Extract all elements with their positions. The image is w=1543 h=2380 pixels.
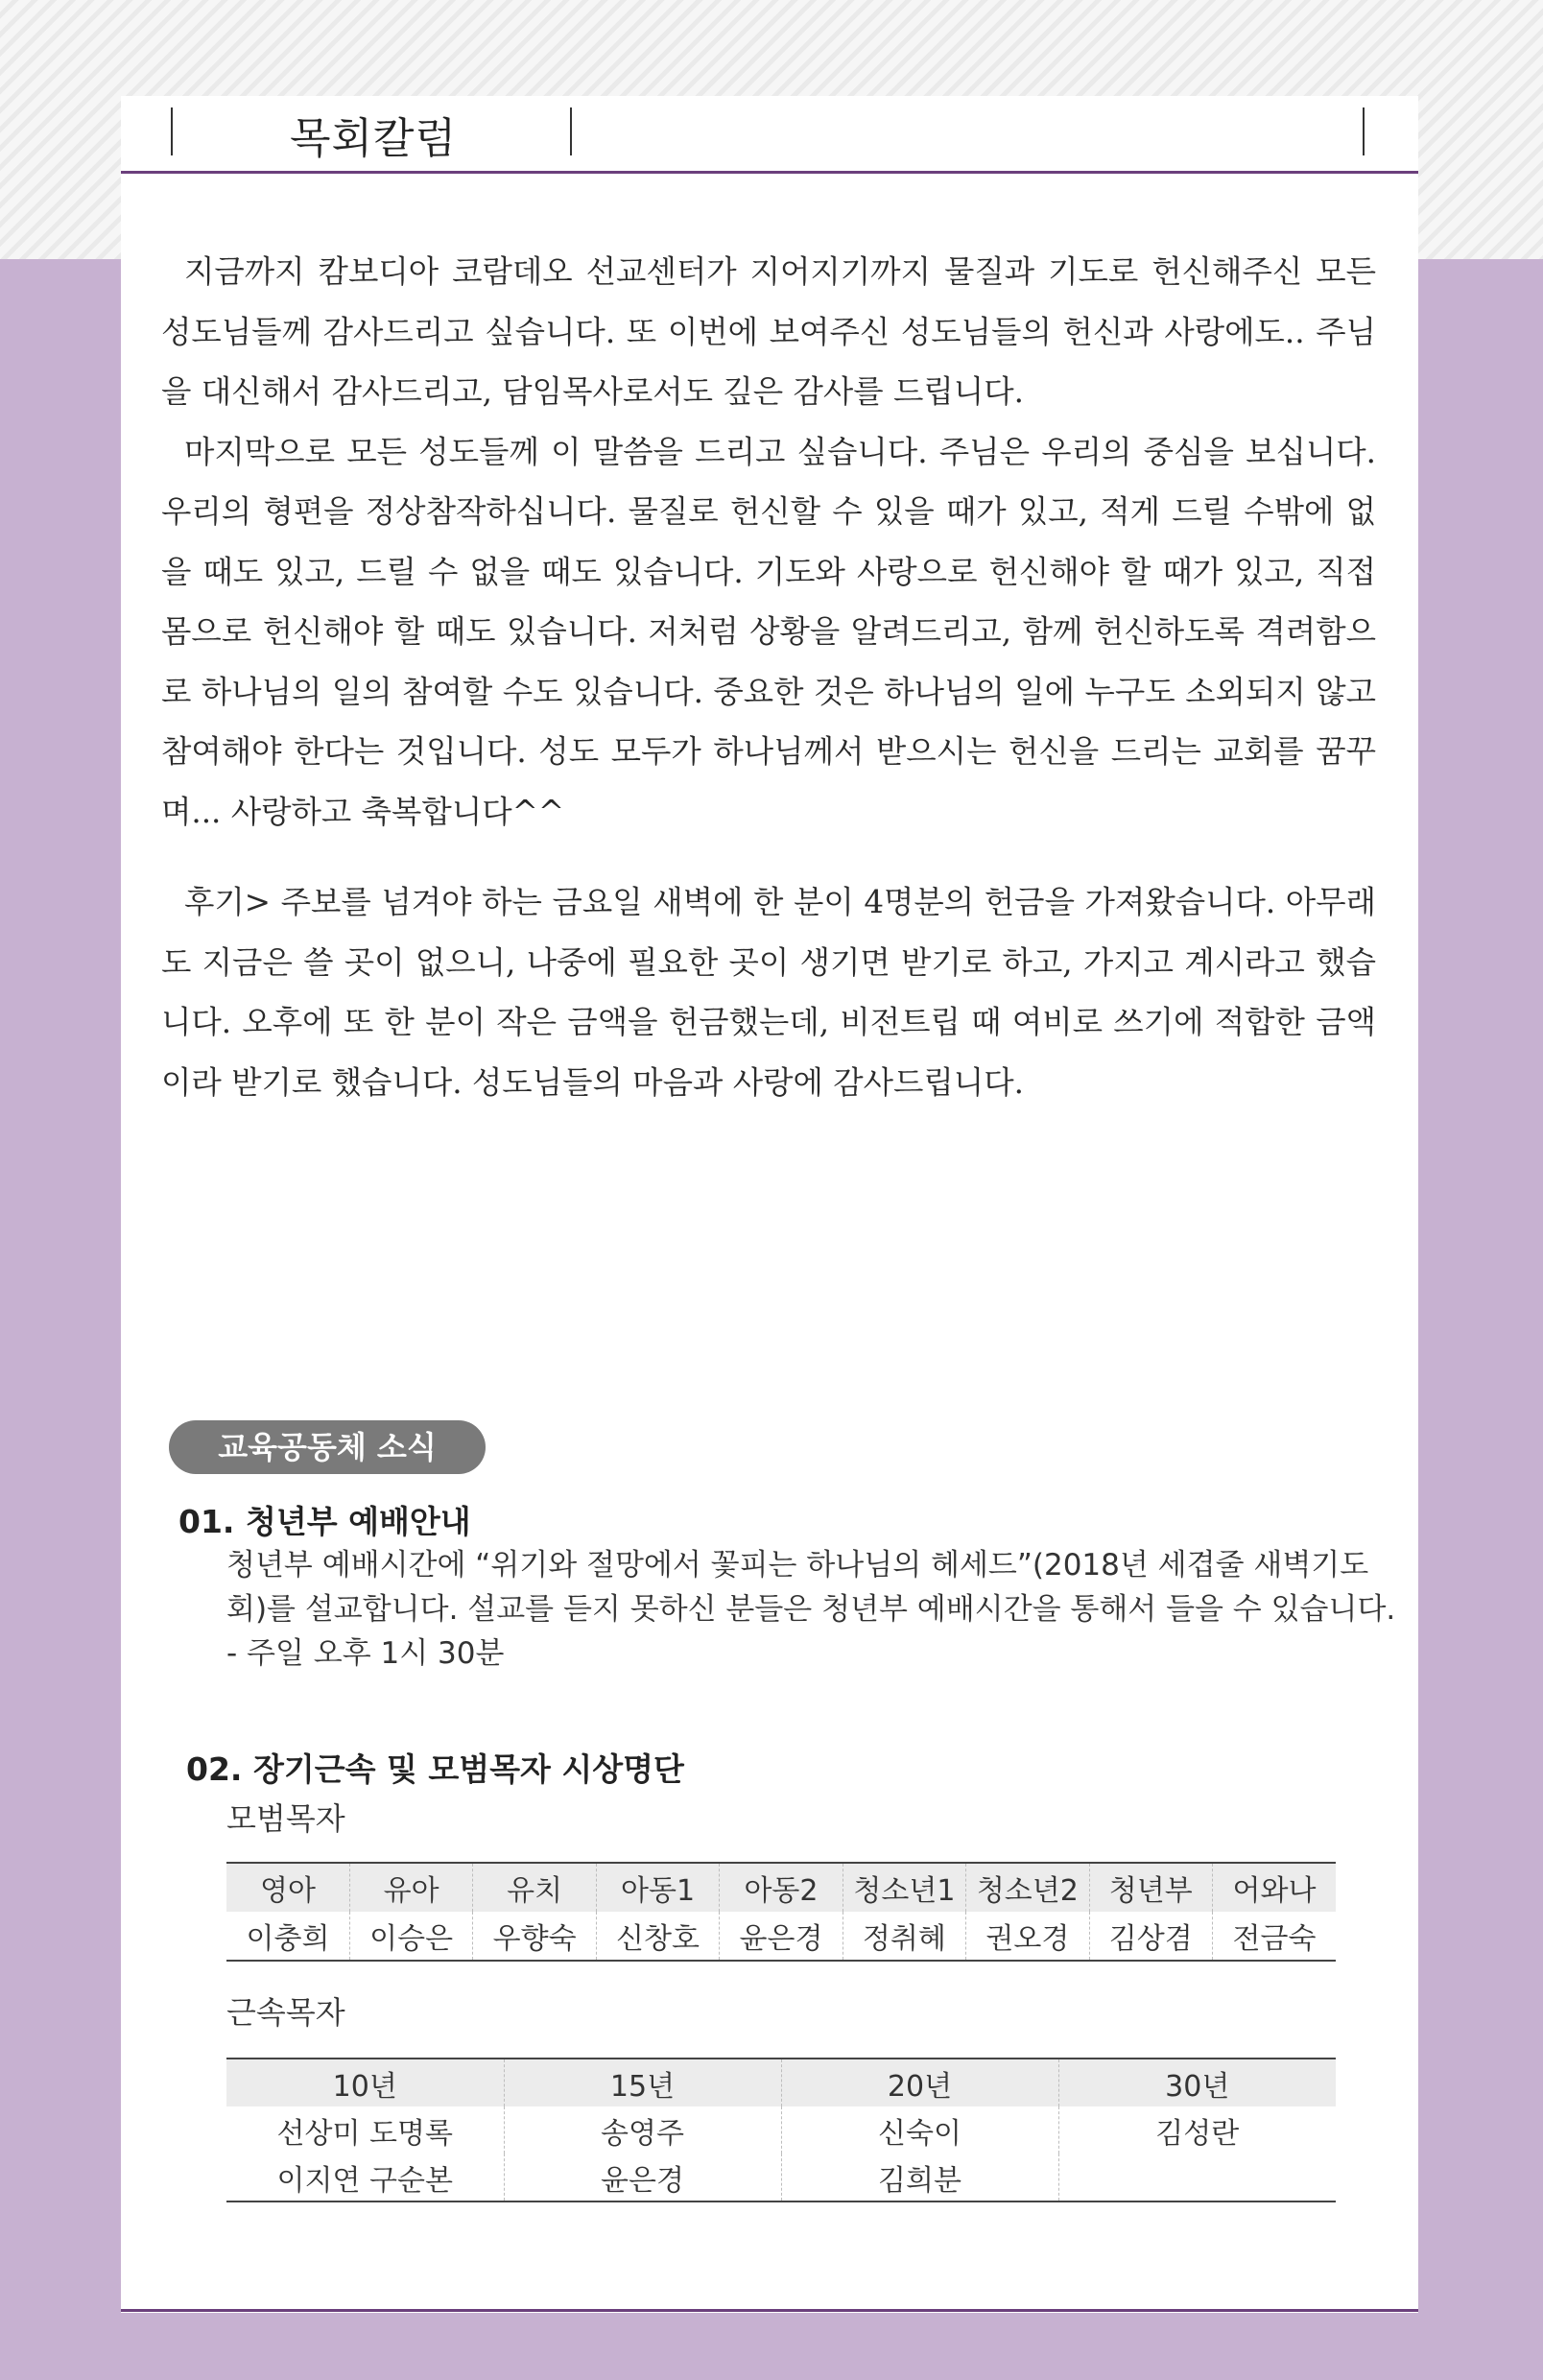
- model-leaders-label: 모범목자: [226, 1800, 345, 1837]
- column-paragraph: 마지막으로 모든 성도들께 이 말씀을 드리고 싶습니다. 주님은 우리의 중심을 보십니다. 우리의 형편을 정상참작하십니다. 물질로 헌신할 수 있을 때가 있고, 적게 드릴 수밖에 없을 때도 있고, 드릴 수 없을 때도 있습니다. 기도와 사랑으로 헌신해야 할 때가 있고, 직접 몸으로 헌신해야 할 때도 있습니다. 저처럼 상황을 알려드리고, 함께 헌신하도록 격려함으로 하나님의 일의 참여할 수도 있습니다. 중요한 것은 하나님의 일에 누구도 소외되지 않고 참여해야 한다는 것입니다. 성도 모두가 하나님께서 받으시는 헌신을 드리는 교회를 꿈꾸며... 사랑하고 축복합니다^^: [161, 433, 1376, 830]
- model-leaders-table: [226, 1862, 1336, 1962]
- table-cell: 전금숙: [1213, 1912, 1337, 1961]
- header-divider: [171, 107, 173, 155]
- table-header-row: [226, 1863, 1336, 1912]
- table-header-cell: 영아: [226, 1863, 349, 1912]
- table-cell: 선상미 도명록: [276, 2116, 453, 2151]
- table-cell: 김희분: [781, 2154, 1058, 2202]
- table-cell: 정취혜: [843, 1912, 965, 1961]
- table-cell: 우향숙: [473, 1912, 596, 1961]
- news-section-badge: 교육공동체 소식: [169, 1420, 486, 1474]
- news-item-title: 01. 청년부 예배안내: [178, 1503, 471, 1540]
- table-row: [226, 2154, 1336, 2202]
- table-cell: 윤은경: [720, 1912, 843, 1961]
- table-row: [226, 1912, 1336, 1961]
- page-bottom-rule: [121, 2309, 1418, 2312]
- table-header-cell: 어와나: [1213, 1863, 1337, 1912]
- table-header-cell: 아동1: [596, 1863, 719, 1912]
- service-leaders-label: 근속목자: [226, 1994, 345, 2031]
- table-cell: 권오경: [966, 1912, 1089, 1961]
- table-header-cell: 아동2: [720, 1863, 843, 1912]
- table-header-row: [226, 2059, 1336, 2106]
- table-header-cell: 청소년1: [843, 1863, 965, 1912]
- header-rule: [121, 171, 1418, 174]
- page-title: 목회칼럼: [290, 114, 458, 163]
- service-leaders-table: [226, 2058, 1336, 2202]
- table-cell: 김성란: [1058, 2106, 1336, 2154]
- table-row: [226, 2106, 1336, 2154]
- news-item-title: 02. 장기근속 및 모범목자 시상명단: [186, 1750, 684, 1788]
- table-header-cell: 20년: [781, 2059, 1058, 2106]
- table-header-cell: 15년: [504, 2059, 781, 2106]
- table-cell: 신숙이: [781, 2106, 1058, 2154]
- bulletin-page: [121, 96, 1418, 2313]
- table-cell: 이충희: [246, 1922, 330, 1956]
- table-header-cell: 10년: [226, 2059, 504, 2106]
- table-cell: 신창호: [596, 1912, 719, 1961]
- column-paragraph: 지금까지 캄보디아 코람데오 선교센터가 지어지기까지 물질과 기도로 헌신해주신 모든 성도님들께 감사드리고 싶습니다. 또 이번에 보여주신 성도님들의 헌신과 사랑에도.. 주님을 대신해서 감사드리고, 담임목사로서도 깊은 감사를 드립니다.: [161, 253, 1376, 410]
- table-header-cell: 청년부: [1089, 1863, 1212, 1912]
- column-postscript: 후기> 주보를 넘겨야 하는 금요일 새벽에 한 분이 4명분의 헌금을 가져왔습니다. 아무래도 지금은 쓸 곳이 없으니, 나중에 필요한 곳이 생기면 받기로 하고, 가지고 계시라고 했습니다. 오후에 또 한 분이 작은 금액을 헌금했는데, 비전트립 때 여비로 쓰기에 적합한 금액이라 받기로 했습니다. 성도님들의 마음과 사랑에 감사드립니다.: [161, 884, 1376, 1101]
- table-header-cell: 유아: [349, 1863, 472, 1912]
- header-divider: [1363, 107, 1365, 155]
- table-cell: [1058, 2154, 1336, 2202]
- table-header-cell: 유치: [473, 1863, 596, 1912]
- header-divider: [570, 107, 572, 155]
- section-header: [121, 96, 1418, 175]
- table-header-cell: 30년: [1058, 2059, 1336, 2106]
- table-cell: 이승은: [349, 1912, 472, 1961]
- table-cell: 이지연 구순본: [276, 2163, 453, 2198]
- table-cell: 송영주: [504, 2106, 781, 2154]
- table-cell: 김상겸: [1089, 1912, 1212, 1961]
- pastor-column: [161, 242, 1376, 1112]
- news-item-text: 청년부 예배시간에 “위기와 절망에서 꽃피는 하나님의 헤세드”(2018년 세겹줄 새벽기도회)를 설교합니다. 설교를 듣지 못하신 분들은 청년부 예배시간을 통해서 들을 수 있습니다. - 주일 오후 1시 30분: [226, 1548, 1396, 1671]
- table-header-cell: 청소년2: [966, 1863, 1089, 1912]
- table-cell: 윤은경: [504, 2154, 781, 2202]
